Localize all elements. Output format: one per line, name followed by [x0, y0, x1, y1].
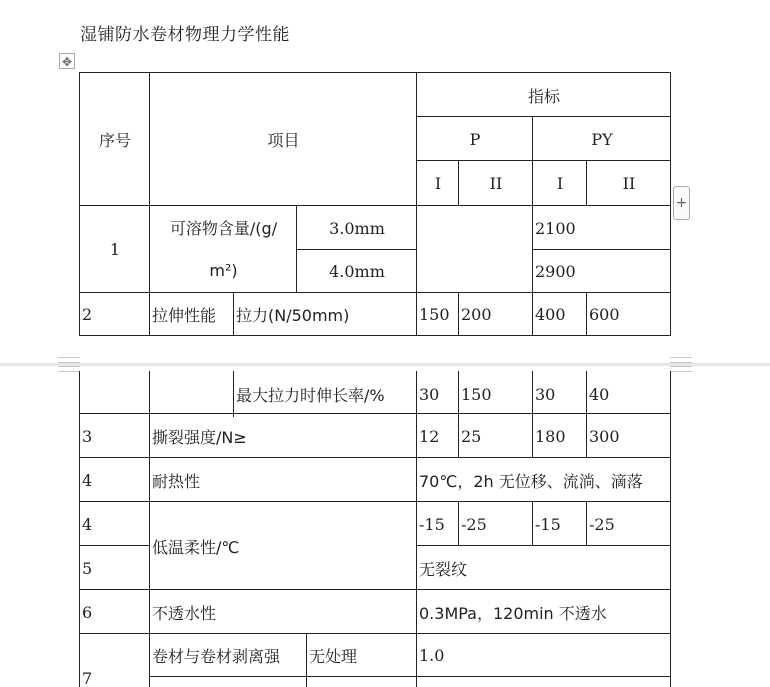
row2-item: 拉伸性能	[149, 292, 234, 336]
row5-seq-a: 4	[79, 501, 150, 546]
row1-item-label: 可溶物含量/(g/	[169, 218, 278, 238]
row1-sub-4mm: 4.0mm	[296, 249, 417, 293]
row2-v2: 200	[458, 292, 533, 336]
row3-seq: 3	[79, 413, 150, 458]
row2-e4: 40	[586, 371, 671, 417]
row1-p-empty	[416, 205, 533, 293]
row2-e3: 30	[532, 371, 587, 417]
row6-seq: 6	[79, 589, 150, 634]
row2-v1: 150	[416, 292, 459, 336]
row2-seq: 2	[79, 292, 150, 336]
row6-value: 0.3MPa，120min 不透水	[416, 589, 671, 634]
row7-item: 卷材与卷材剥离强	[149, 633, 307, 677]
row2-seq-cont	[79, 371, 150, 417]
row4-seq: 4	[79, 457, 150, 502]
header-grade-p2: II	[458, 160, 533, 206]
row1-py-4mm: 2900	[532, 249, 671, 293]
document-page-2	[0, 366, 770, 687]
header-py: PY	[532, 116, 671, 161]
row4-value: 70℃，2h 无位移、流淌、滴落	[416, 457, 671, 502]
header-grade-py2: II	[586, 160, 671, 206]
row7-item-cont	[149, 676, 307, 687]
row3-item: 撕裂强度/N≥	[149, 413, 417, 458]
row3-v1: 12	[416, 413, 459, 458]
row7-value-cont	[416, 676, 671, 687]
row5-v4: -25	[586, 501, 671, 546]
row5-result: 无裂纹	[416, 545, 671, 590]
row5-v2: -25	[458, 501, 533, 546]
row1-item-unit: m²)	[209, 260, 238, 280]
header-grade-py1: I	[532, 160, 587, 206]
row5-item: 低温柔性/℃	[149, 501, 417, 590]
row1-item	[149, 205, 297, 293]
row3-v2: 25	[458, 413, 533, 458]
table-bottom-border	[79, 335, 671, 336]
plus-icon[interactable]: +	[673, 186, 690, 220]
row1-sub-3mm: 3.0mm	[296, 205, 417, 250]
row1-seq: 1	[79, 205, 150, 293]
row7-sub-cont	[306, 676, 417, 687]
table-right-border	[670, 72, 671, 336]
header-indicator: 指标	[416, 72, 671, 117]
row7-value: 1.0	[416, 633, 671, 677]
row2-v4: 600	[586, 292, 671, 336]
row2-sub-elongation: 最大拉力时伸长率/%	[233, 371, 417, 417]
header-grade-p1: I	[416, 160, 459, 206]
header-seq: 序号	[79, 72, 150, 206]
row5-seq-b: 5	[79, 545, 150, 590]
row5-v3: -15	[532, 501, 587, 546]
row3-v3: 180	[532, 413, 587, 458]
row5-v1: -15	[416, 501, 459, 546]
row2-e2: 150	[458, 371, 533, 417]
row2-e1: 30	[416, 371, 459, 417]
row7-seq: 7	[79, 633, 150, 687]
row6-item: 不透水性	[149, 589, 417, 634]
page-margin-mark	[670, 366, 692, 372]
header-p: P	[416, 116, 533, 161]
move-handle-icon[interactable]: ✥	[59, 53, 75, 69]
document-title: 湿铺防水卷材物理力学性能	[80, 25, 290, 45]
row1-py-3mm: 2100	[532, 205, 671, 250]
row7-sub: 无处理	[306, 633, 417, 677]
row2-v3: 400	[532, 292, 587, 336]
row4-item: 耐热性	[149, 457, 417, 502]
row3-v4: 300	[586, 413, 671, 458]
header-item: 项目	[149, 72, 417, 206]
table-right-border	[670, 371, 671, 687]
row2-sub-tensile: 拉力(N/50mm)	[233, 292, 417, 336]
page-margin-mark	[58, 366, 80, 372]
row2-item-cont	[149, 371, 234, 417]
